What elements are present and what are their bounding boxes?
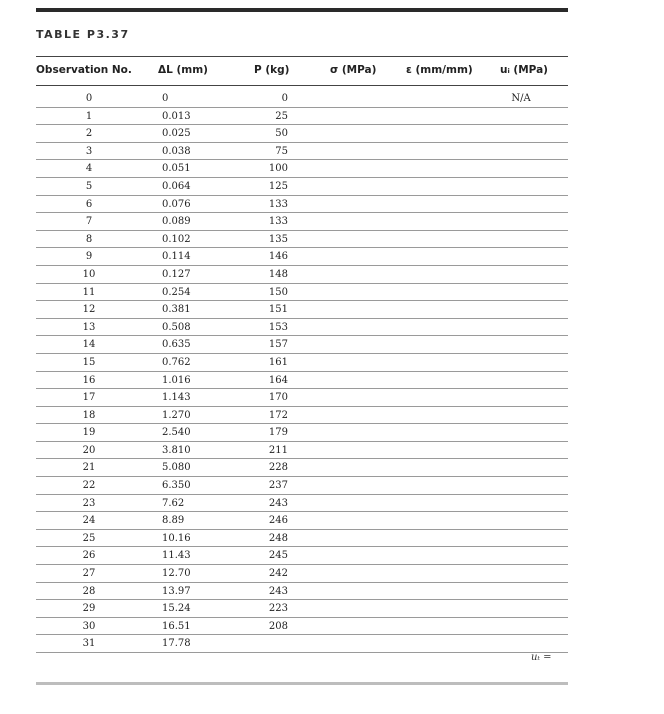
ut-label: uₜ = [531,652,552,663]
cell-delta-l: 7.62 [162,497,185,509]
cell-delta-l: 15.24 [162,603,191,615]
cell-delta-l: 0.013 [162,110,191,122]
cell-p: 223 [268,603,288,615]
cell-observation: 16 [82,374,96,386]
cell-observation: 29 [82,603,96,615]
table-row [36,618,568,636]
cell-observation: 10 [82,268,96,280]
cell-p: 246 [268,515,288,527]
cell-observation: 21 [82,462,96,474]
cell-observation: 19 [82,427,96,439]
table-row [36,442,568,460]
cell-delta-l: 13.97 [162,585,191,597]
cell-observation: 7 [85,216,93,228]
table-row [36,635,568,653]
cell-observation: 4 [85,163,93,175]
top-rule [36,8,568,12]
cell-p: 164 [268,374,288,386]
table-row [36,600,568,618]
cell-p: 211 [268,444,288,456]
cell-p: 153 [268,321,288,333]
cell-delta-l: 0.381 [162,304,191,316]
cell-p: 151 [268,304,288,316]
header-top-rule [36,56,568,57]
cell-delta-l: 0.254 [162,286,191,298]
cell-observation: 0 [85,93,93,104]
cell-observation: 20 [82,444,96,456]
table-row [36,160,568,178]
table-row [36,90,568,108]
table-row [36,196,568,214]
cell-delta-l: 0.038 [162,145,191,157]
cell-delta-l: 0.051 [162,163,191,175]
cell-observation: 11 [82,286,96,298]
table-row [36,301,568,319]
table-row [36,125,568,143]
cell-observation: 15 [82,356,96,368]
cell-p: 100 [268,163,288,175]
cell-p: 133 [268,198,288,210]
table-row [36,336,568,354]
cell-p: 172 [268,409,288,421]
cell-delta-l: 8.89 [162,515,185,527]
cell-observation: 23 [82,497,96,509]
cell-delta-l: 0.064 [162,180,191,192]
table-row [36,512,568,530]
cell-delta-l: 0.508 [162,321,191,333]
ut-footer [36,652,568,666]
table-row [36,495,568,513]
cell-p: 243 [268,497,288,509]
table-body [36,90,568,653]
cell-p: 248 [268,532,288,544]
cell-p: 208 [268,620,288,632]
cell-observation: 27 [82,568,96,580]
cell-p: 228 [268,462,288,474]
cell-delta-l: 0.635 [162,339,191,351]
cell-observation: 12 [82,304,96,316]
table-row [36,178,568,196]
cell-u: N/A [511,93,531,104]
table-row [36,389,568,407]
cell-delta-l: 1.143 [162,392,191,404]
cell-observation: 6 [85,198,93,210]
table-row [36,372,568,390]
header-delta-l: ΔL (mm) [158,64,208,76]
cell-delta-l: 1.016 [162,374,191,386]
cell-p: 146 [268,251,288,263]
cell-delta-l: 5.080 [162,462,191,474]
table-row [36,530,568,548]
header-u: uᵢ (MPa) [500,64,548,76]
cell-p: 135 [268,233,288,245]
table-row [36,565,568,583]
cell-delta-l: 0.102 [162,233,191,245]
cell-observation: 31 [82,638,96,650]
cell-p: 125 [268,180,288,192]
table-row [36,108,568,126]
table-row [36,477,568,495]
cell-delta-l: 10.16 [162,532,191,544]
cell-delta-l: 1.270 [162,409,191,421]
table-row [36,354,568,372]
cell-delta-l: 12.70 [162,568,191,580]
cell-observation: 17 [82,392,96,404]
cell-delta-l: 17.78 [162,638,191,650]
cell-delta-l: 0.762 [162,356,191,368]
cell-delta-l: 0 [162,93,169,104]
cell-observation: 13 [82,321,96,333]
header-sigma: σ (MPa) [330,64,377,76]
cell-observation: 18 [82,409,96,421]
bottom-rule [36,682,568,685]
table-header [36,64,568,82]
table-row [36,231,568,249]
cell-p: 133 [268,216,288,228]
cell-observation: 2 [85,128,93,140]
header-epsilon: ε (mm/mm) [406,64,473,76]
cell-p: 242 [268,568,288,580]
cell-observation: 8 [85,233,93,245]
table-row [36,459,568,477]
table-row [36,424,568,442]
cell-p: 148 [268,268,288,280]
cell-observation: 26 [82,550,96,562]
cell-p: 75 [275,145,288,157]
cell-p: 161 [268,356,288,368]
table-row [36,319,568,337]
table-row [36,547,568,565]
cell-delta-l: 3.810 [162,444,191,456]
cell-observation: 25 [82,532,96,544]
cell-delta-l: 11.43 [162,550,191,562]
cell-delta-l: 0.127 [162,268,191,280]
header-observation: Observation No. [36,64,132,76]
cell-p: 243 [268,585,288,597]
cell-p: 179 [268,427,288,439]
cell-p: 150 [268,286,288,298]
cell-observation: 5 [85,180,93,192]
table-row [36,213,568,231]
table-row [36,266,568,284]
cell-delta-l: 0.025 [162,128,191,140]
table-row [36,284,568,302]
cell-p: 237 [268,480,288,492]
cell-p: 170 [268,392,288,404]
cell-delta-l: 0.076 [162,198,191,210]
cell-observation: 28 [82,585,96,597]
cell-delta-l: 0.114 [162,251,191,263]
cell-delta-l: 2.540 [162,427,191,439]
cell-p: 25 [275,110,288,122]
cell-observation: 14 [82,339,96,351]
cell-observation: 9 [85,251,93,263]
table-title: TABLE P3.37 [36,28,130,41]
cell-p: 245 [268,550,288,562]
cell-observation: 22 [82,480,96,492]
table-row [36,407,568,425]
cell-delta-l: 6.350 [162,480,191,492]
table-row [36,248,568,266]
table-row [36,143,568,161]
cell-p: 50 [275,128,288,140]
cell-observation: 1 [85,110,93,122]
cell-p: 157 [268,339,288,351]
cell-observation: 24 [82,515,96,527]
cell-observation: 30 [82,620,96,632]
header-bottom-rule [36,85,568,86]
cell-p: 0 [281,93,288,104]
cell-delta-l: 16.51 [162,620,191,632]
table-row [36,583,568,601]
header-p: P (kg) [254,64,290,76]
cell-delta-l: 0.089 [162,216,191,228]
cell-observation: 3 [85,145,93,157]
